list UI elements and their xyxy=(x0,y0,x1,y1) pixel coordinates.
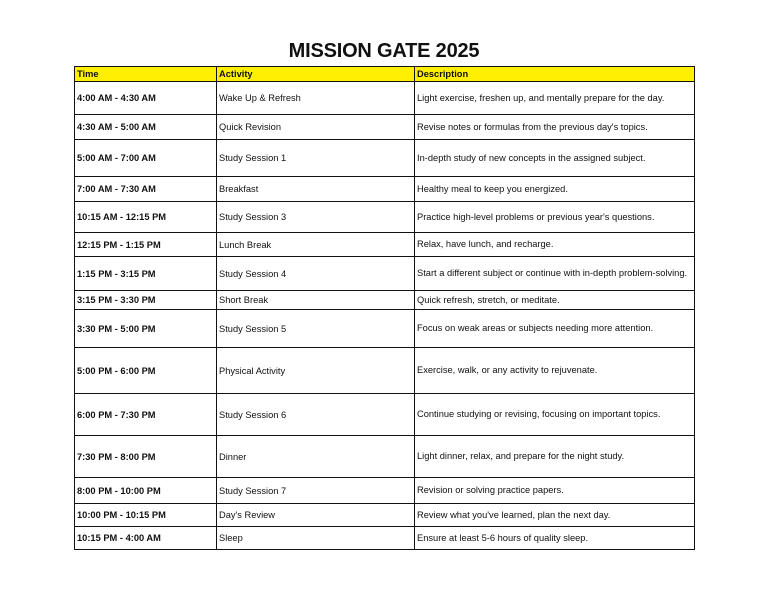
cell-description: Review what you've learned, plan the next day. xyxy=(415,504,695,527)
cell-description: Light dinner, relax, and prepare for the night study. xyxy=(415,436,695,478)
cell-description: In-depth study of new concepts in the assigned subject. xyxy=(415,140,695,177)
cell-description: Continue studying or revising, focusing on important topics. xyxy=(415,394,695,436)
cell-time: 5:00 PM - 6:00 PM xyxy=(75,348,217,394)
cell-description: Healthy meal to keep you energized. xyxy=(415,177,695,202)
cell-activity: Quick Revision xyxy=(217,115,415,140)
cell-description: Relax, have lunch, and recharge. xyxy=(415,233,695,257)
cell-description: Focus on weak areas or subjects needing more attention. xyxy=(415,310,695,348)
table-row xyxy=(75,478,695,504)
cell-time: 1:15 PM - 3:15 PM xyxy=(75,257,217,291)
cell-activity: Lunch Break xyxy=(217,233,415,257)
header-row xyxy=(75,67,695,82)
schedule-table xyxy=(74,66,695,550)
cell-activity: Breakfast xyxy=(217,177,415,202)
table-row xyxy=(75,202,695,233)
table-row xyxy=(75,394,695,436)
table-row xyxy=(75,291,695,310)
cell-description: Revision or solving practice papers. xyxy=(415,478,695,504)
cell-activity: Study Session 5 xyxy=(217,310,415,348)
header-activity: Activity xyxy=(217,67,415,82)
header-time: Time xyxy=(75,67,217,82)
table-row xyxy=(75,310,695,348)
cell-description: Revise notes or formulas from the previous day's topics. xyxy=(415,115,695,140)
cell-time: 7:30 PM - 8:00 PM xyxy=(75,436,217,478)
cell-activity: Study Session 4 xyxy=(217,257,415,291)
cell-activity: Study Session 3 xyxy=(217,202,415,233)
cell-activity: Study Session 7 xyxy=(217,478,415,504)
cell-time: 10:15 PM - 4:00 AM xyxy=(75,527,217,550)
cell-activity: Short Break xyxy=(217,291,415,310)
cell-description: Practice high-level problems or previous year's questions. xyxy=(415,202,695,233)
header-description: Description xyxy=(415,67,695,82)
cell-time: 12:15 PM - 1:15 PM xyxy=(75,233,217,257)
table-row xyxy=(75,436,695,478)
cell-activity: Study Session 1 xyxy=(217,140,415,177)
cell-time: 6:00 PM - 7:30 PM xyxy=(75,394,217,436)
cell-description: Light exercise, freshen up, and mentally prepare for the day. xyxy=(415,82,695,115)
cell-time: 3:30 PM - 5:00 PM xyxy=(75,310,217,348)
cell-description: Start a different subject or continue with in-depth problem-solving. xyxy=(415,257,695,291)
table-row xyxy=(75,233,695,257)
cell-time: 7:00 AM - 7:30 AM xyxy=(75,177,217,202)
table-row xyxy=(75,177,695,202)
cell-time: 5:00 AM - 7:00 AM xyxy=(75,140,217,177)
cell-time: 3:15 PM - 3:30 PM xyxy=(75,291,217,310)
cell-time: 4:00 AM - 4:30 AM xyxy=(75,82,217,115)
cell-activity: Physical Activity xyxy=(217,348,415,394)
table-row xyxy=(75,348,695,394)
cell-description: Quick refresh, stretch, or meditate. xyxy=(415,291,695,310)
cell-activity: Sleep xyxy=(217,527,415,550)
cell-time: 10:00 PM - 10:15 PM xyxy=(75,504,217,527)
table-row xyxy=(75,504,695,527)
table-row xyxy=(75,82,695,115)
cell-activity: Day's Review xyxy=(217,504,415,527)
cell-time: 4:30 AM - 5:00 AM xyxy=(75,115,217,140)
cell-activity: Wake Up & Refresh xyxy=(217,82,415,115)
table-row xyxy=(75,115,695,140)
table-row xyxy=(75,140,695,177)
cell-time: 10:15 AM - 12:15 PM xyxy=(75,202,217,233)
cell-activity: Study Session 6 xyxy=(217,394,415,436)
cell-description: Ensure at least 5-6 hours of quality sleep. xyxy=(415,527,695,550)
page-title: MISSION GATE 2025 xyxy=(288,40,480,62)
table-row xyxy=(75,527,695,550)
table-row xyxy=(75,257,695,291)
cell-description: Exercise, walk, or any activity to rejuvenate. xyxy=(415,348,695,394)
cell-activity: Dinner xyxy=(217,436,415,478)
cell-time: 8:00 PM - 10:00 PM xyxy=(75,478,217,504)
